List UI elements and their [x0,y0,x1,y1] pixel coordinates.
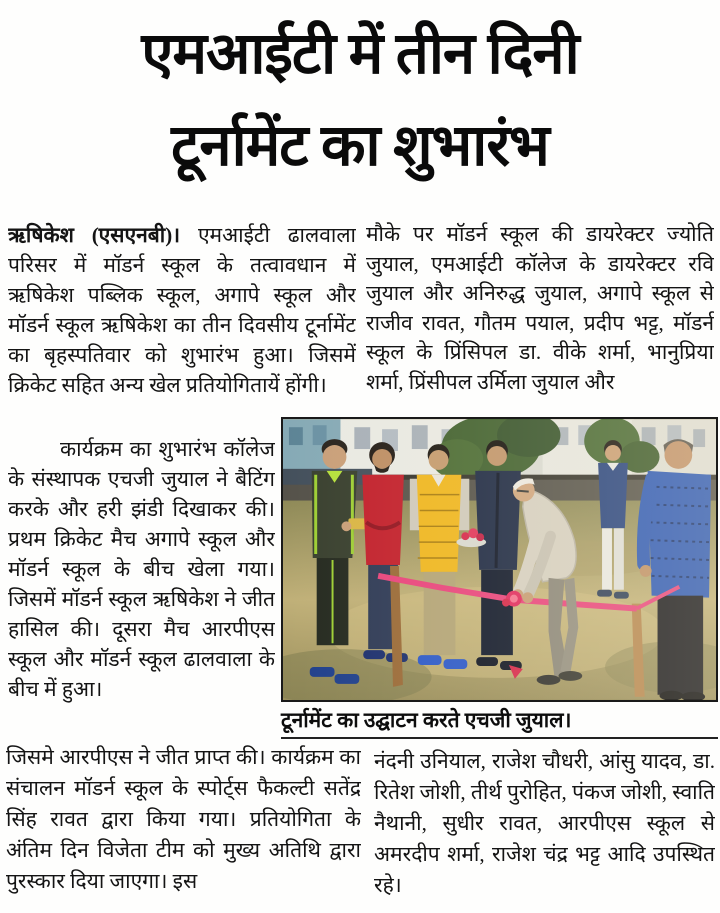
headline-line-2: टूर्नामेंट का शुभारंभ [171,113,549,178]
left-column-paragraph-3: जिसमे आरपीएस ने जीत प्राप्त की। कार्यक्रम का संचालन मॉडर्न स्कूल के स्पोर्ट्स फैकल्टी सतेंद्र सिंह रावत द्वारा किया गया। प्रतियोगिता के अंतिम दिन विजेता टीम को मुख्य अतिथि द्वारा पुरस्कार दिया जाएगा। इस [6,745,361,893]
headline-line-1: एमआईटी में तीन दिनी [141,21,579,86]
article-headline [0,8,720,192]
right-column-paragraph-1: मौके पर मॉडर्न स्कूल की डायरेक्टर ज्योति जुयाल, एमआईटी कॉलेज के डायरेक्टर रवि जुयाल और अनिरुद्ध जुयाल, अगापे स्कूल से राजीव रावत, गौतम पयाल, प्रदीप भट्ट, मॉडर्न स्कूल के प्रिंसिपल डा. वीके शर्मा, भानुप्रिया शर्मा, प्रिंसीपल उर्मिला जुयाल और [366,222,714,394]
news-photo-figure [281,417,718,747]
left-column-paragraph-1 [8,220,356,434]
left-paragraph-1-text: एमआईटी ढालवाला परिसर में मॉडर्न स्कूल के तत्वावधान में ऋषिकेश पब्लिक स्कूल, अगापे स्कूल और मॉडर्न स्कूल ऋषिकेश का तीन दिवसीय टूर्नामेंट का बृहस्पतिवार को शुभारंभ हुआ। जिसमें क्रिकेट सहित अन्य खेल प्रतियोगितायें होंगी। [8,223,356,397]
right-column-paragraph-2: नंदनी उनियाल, राजेश चौधरी, आंसु यादव, डा. रितेश जोशी, तीर्थ पुरोहित, पंकज जोशी, स्वाति नैथानी, सुधीर रावत, आरपीएस स्कूल से अमरदीप शर्मा, राजेश चंद्र भट्ट आदि उपस्थित रहे। [374,749,715,897]
photo-caption: टूर्नामेंट का उद्घाटन करते एचजी जुयाल। [281,708,572,732]
caption-rule [281,737,718,739]
dateline: ऋषिकेश (एसएनबी)। [8,223,181,247]
left-column-paragraph-2: कार्यक्रम का शुभारंभ कॉलेज के संस्थापक एचजी जुयाल ने बैटिंग करके और हरी झंडी दिखाकर की। प्रथम क्रिकेट मैच अगापे स्कूल और मॉडर्न स्कूल के बीच खेला गया। जिसमें मॉडर्न स्कूल ऋषिकेश ने जीत हासिल की। दूसरा मैच आरपीएस स्कूल और मॉडर्न स्कूल ढालवाला के बीच में हुआ। [8,437,275,701]
ribbon-cutting-photo [281,417,718,702]
sunlight-overlay [283,419,716,699]
ribbon-cutting-scene [283,419,716,700]
